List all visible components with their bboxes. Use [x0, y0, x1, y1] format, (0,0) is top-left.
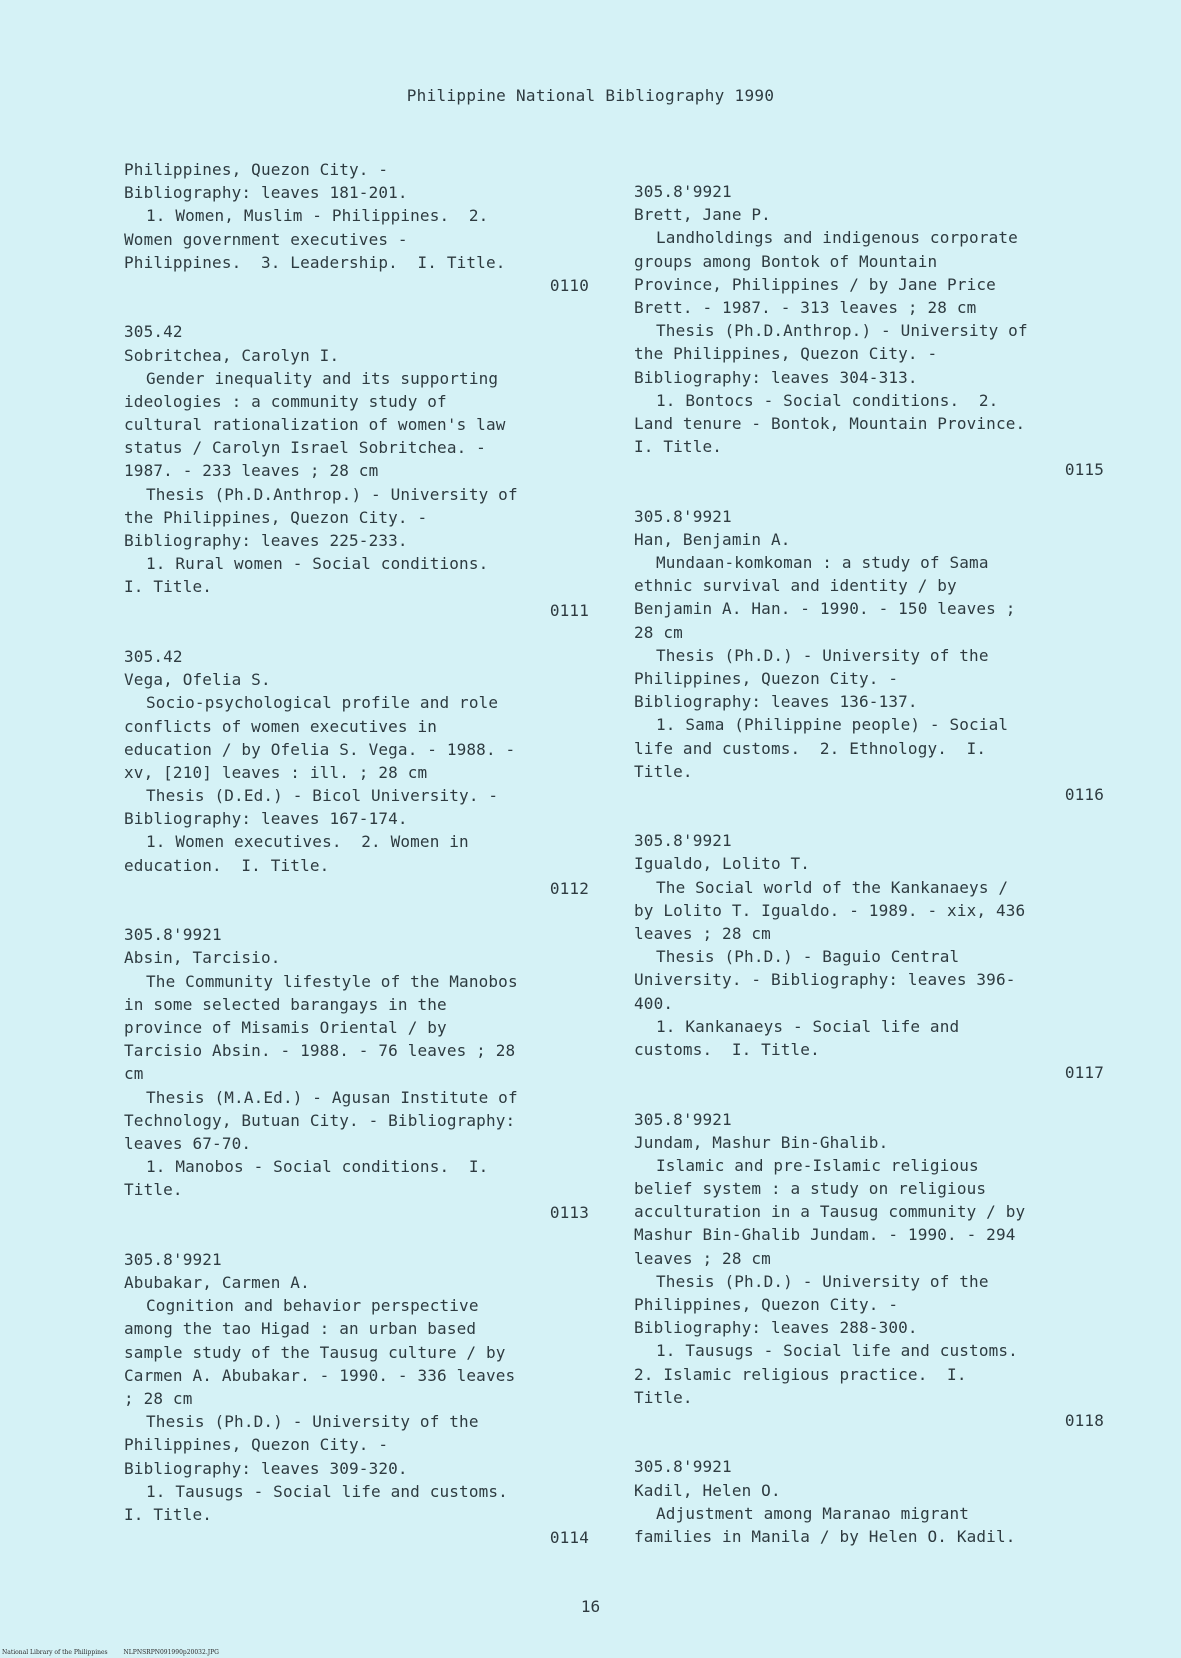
- entry-line: 1. Women, Muslim - Philippines. 2.: [146, 206, 489, 226]
- entry-line: ideologies : a community study of: [124, 391, 447, 411]
- call-number: 305.8'9921: [634, 1457, 732, 1477]
- entry-line: xv, [210] leaves : ill. ; 28 cm: [124, 762, 428, 782]
- entry-line: Gender inequality and its supporting: [146, 368, 499, 388]
- entry-line: Carmen A. Abubakar. - 1990. - 336 leaves: [124, 1365, 516, 1385]
- entry-line: Bibliography: leaves 167-174.: [124, 809, 408, 829]
- bibliography-entry: [124, 645, 589, 923]
- entry-line: education. I. Title.: [124, 855, 330, 875]
- bibliography-entry: [124, 1248, 589, 1573]
- entry-gap: [634, 1084, 1104, 1107]
- entry-line: Philippines, Quezon City. -: [634, 1295, 899, 1314]
- entry-line: 28 cm: [634, 622, 683, 642]
- bibliography-entry: [634, 1455, 1104, 1548]
- entry-gap: [124, 1549, 589, 1572]
- entry-line: ethnic survival and identity / by: [634, 576, 957, 596]
- entry-line: Thesis (M.A.Ed.) - Agusan Institute of: [146, 1087, 518, 1107]
- entry-line: Kadil, Helen O.: [634, 1480, 781, 1500]
- entry-line: life and customs. 2. Ethnology. I.: [634, 738, 987, 758]
- entry-line: the Philippines, Quezon City. -: [634, 344, 938, 364]
- entry-line: Brett, Jane P.: [634, 205, 771, 225]
- entry-number: 0117: [1064, 1063, 1104, 1083]
- entry-line: Thesis (Ph.D.Anthrop.) - University of: [656, 321, 1028, 341]
- entry-gap: [124, 622, 589, 645]
- footer-credit: [2, 1649, 219, 1656]
- page-number: 16: [580, 1597, 601, 1616]
- entry-line: 400.: [634, 993, 674, 1013]
- entry-line: 1. Tausugs - Social life and customs.: [656, 1341, 1018, 1361]
- footer-filename: NLPNSRPN091990p20032.JPG: [123, 1649, 219, 1656]
- entry-line: education / by Ofelia S. Vega. - 1988. -: [124, 739, 516, 759]
- entry-line: 1987. - 233 leaves ; 28 cm: [124, 461, 379, 481]
- entry-line: families in Manila / by Helen O. Kadil.: [634, 1526, 1016, 1546]
- entry-line: Tarcisio Absin. - 1988. - 76 leaves ; 28: [124, 1041, 516, 1061]
- bibliography-entry: [124, 320, 589, 645]
- entry-line: Philippines, Quezon City. -: [124, 1435, 389, 1455]
- entry-line: the Philippines, Quezon City. -: [124, 507, 428, 527]
- entry-line: 1. Bontocs - Social conditions. 2.: [656, 390, 999, 410]
- entry-line: among the tao Higad : an urban based: [124, 1319, 477, 1339]
- entry-line: I. Title.: [124, 1504, 213, 1524]
- entry-line: Jundam, Mashur Bin-Ghalib.: [634, 1132, 889, 1152]
- entry-line: The Social world of the Kankanaeys /: [656, 877, 1009, 897]
- entry-line: Philippines. 3. Leadership. I. Title.: [124, 252, 506, 272]
- entry-line: Mundaan-komkoman : a study of Sama: [656, 553, 989, 572]
- call-number: 305.8'9921: [634, 1109, 732, 1129]
- entry-gap: [124, 1225, 589, 1248]
- entry-line: 1. Sama (Philippine people) - Social: [656, 715, 1009, 735]
- entry-line: Philippines, Quezon City. -: [124, 160, 389, 179]
- entry-line: Thesis (Ph.D.) - University of the: [146, 1412, 479, 1432]
- entry-line: Title.: [124, 1180, 183, 1200]
- entry-line: Bibliography: leaves 304-313.: [634, 367, 918, 387]
- entry-line: Thesis (Ph.D.Anthrop.) - University of: [146, 484, 518, 504]
- entry-line: leaves ; 28 cm: [634, 924, 771, 943]
- entry-line: belief system : a study on religious: [634, 1179, 987, 1199]
- entry-line: Women government executives -: [124, 229, 408, 249]
- entry-gap: [634, 1432, 1104, 1455]
- entry-gap: [124, 297, 589, 320]
- entry-line: Abubakar, Carmen A.: [124, 1273, 310, 1292]
- bibliography-entry: [124, 158, 589, 320]
- entry-line: 1. Manobos - Social conditions. I.: [146, 1157, 489, 1177]
- entry-line: Cognition and behavior perspective: [146, 1296, 479, 1316]
- entry-line: Bibliography: leaves 181-201.: [124, 183, 408, 203]
- entry-line: Mashur Bin-Ghalib Jundam. - 1990. - 294: [634, 1225, 1016, 1245]
- entry-line: Landholdings and indigenous corporate: [656, 228, 1018, 248]
- entry-line: I. Title.: [124, 577, 213, 597]
- entry-line: acculturation in a Tausug community / by: [634, 1202, 1026, 1222]
- entry-line: Title.: [634, 761, 693, 781]
- entry-line: cm: [124, 1064, 144, 1084]
- entry-line: province of Misamis Oriental / by: [124, 1017, 447, 1037]
- entry-number: 0118: [1064, 1410, 1104, 1430]
- call-number: 305.8'9921: [634, 831, 732, 851]
- entry-number: 0115: [1064, 460, 1104, 480]
- entry-line: groups among Bontok of Mountain: [634, 251, 938, 271]
- right-column: [634, 180, 1104, 1548]
- entry-number: 0114: [549, 1528, 589, 1548]
- entry-line: I. Title.: [634, 437, 723, 457]
- entry-line: Thesis (Ph.D.) - Baguio Central: [656, 947, 960, 967]
- entry-gap: [124, 900, 589, 923]
- entry-line: Philippines, Quezon City. -: [634, 668, 899, 688]
- call-number: 305.42: [124, 646, 183, 666]
- entry-line: Land tenure - Bontok, Mountain Province.: [634, 413, 1026, 433]
- entry-line: Adjustment among Maranao migrant: [656, 1503, 970, 1523]
- entry-line: Bibliography: leaves 309-320.: [124, 1458, 408, 1478]
- entry-line: Technology, Butuan City. - Bibliography:: [124, 1110, 516, 1130]
- entry-gap: [634, 481, 1104, 504]
- entry-number: 0112: [549, 878, 589, 898]
- call-number: 305.8'9921: [634, 182, 732, 201]
- entry-line: in some selected barangays in the: [124, 994, 447, 1014]
- entry-line: Province, Philippines / by Jane Price: [634, 274, 996, 294]
- entry-line: by Lolito T. Igualdo. - 1989. - xix, 436: [634, 900, 1026, 920]
- entry-line: Vega, Ofelia S.: [124, 670, 271, 690]
- bibliography-entry: [634, 1108, 1104, 1456]
- entry-number: 0111: [549, 600, 589, 620]
- entry-line: 2. Islamic religious practice. I.: [634, 1364, 967, 1384]
- entry-line: Sobritchea, Carolyn I.: [124, 345, 340, 365]
- entry-line: Igualdo, Lolito T.: [634, 854, 811, 874]
- entry-line: Thesis (D.Ed.) - Bicol University. -: [146, 786, 499, 806]
- entry-line: conflicts of women executives in: [124, 716, 438, 736]
- entry-line: The Community lifestyle of the Manobos: [146, 971, 518, 991]
- entry-line: Islamic and pre-Islamic religious: [656, 1155, 979, 1175]
- entry-line: Thesis (Ph.D.) - University of the: [656, 645, 989, 665]
- call-number: 305.8'9921: [634, 506, 732, 526]
- call-number: 305.8'9921: [124, 925, 222, 945]
- entry-line: Han, Benjamin A.: [634, 529, 791, 549]
- left-column: [124, 158, 589, 1572]
- entry-line: ; 28 cm: [124, 1388, 193, 1408]
- bibliography-entry: [634, 829, 1104, 1107]
- entry-line: cultural rationalization of women's law: [124, 415, 506, 435]
- entry-line: University. - Bibliography: leaves 396-: [634, 970, 1016, 990]
- entry-line: leaves ; 28 cm: [634, 1248, 771, 1268]
- entry-line: Title.: [634, 1387, 693, 1407]
- entry-line: Socio-psychological profile and role: [146, 693, 499, 713]
- entry-line: Bibliography: leaves 288-300.: [634, 1318, 918, 1338]
- entry-line: Brett. - 1987. - 313 leaves ; 28 cm: [634, 297, 977, 317]
- entry-number: 0113: [549, 1203, 589, 1223]
- entry-line: leaves 67-70.: [124, 1133, 252, 1153]
- entry-line: 1. Tausugs - Social life and customs.: [146, 1481, 508, 1501]
- bibliography-entry: [124, 923, 589, 1248]
- entry-line: sample study of the Tausug culture / by: [124, 1342, 506, 1362]
- call-number: 305.8'9921: [124, 1249, 222, 1269]
- entry-gap: [634, 806, 1104, 829]
- call-number: 305.42: [124, 322, 183, 342]
- entry-line: Benjamin A. Han. - 1990. - 150 leaves ;: [634, 599, 1016, 619]
- entry-line: 1. Women executives. 2. Women in: [146, 832, 469, 852]
- entry-line: customs. I. Title.: [634, 1039, 820, 1059]
- entry-line: Thesis (Ph.D.) - University of the: [656, 1271, 989, 1291]
- entry-line: status / Carolyn Israel Sobritchea. -: [124, 438, 486, 458]
- entry-number: 0110: [549, 275, 589, 295]
- footer-institution: National Library of the Philippines: [2, 1649, 108, 1656]
- entry-line: Bibliography: leaves 225-233.: [124, 531, 408, 550]
- entry-line: 1. Kankanaeys - Social life and: [656, 1016, 960, 1036]
- entry-number: 0116: [1064, 784, 1104, 804]
- page-header-title: Philippine National Bibliography 1990: [406, 86, 775, 105]
- entry-line: 1. Rural women - Social conditions.: [146, 554, 489, 574]
- bibliography-entry: [634, 505, 1104, 830]
- entry-line: Bibliography: leaves 136-137.: [634, 692, 918, 712]
- entry-line: Absin, Tarcisio.: [124, 948, 281, 968]
- bibliography-entry: [634, 180, 1104, 505]
